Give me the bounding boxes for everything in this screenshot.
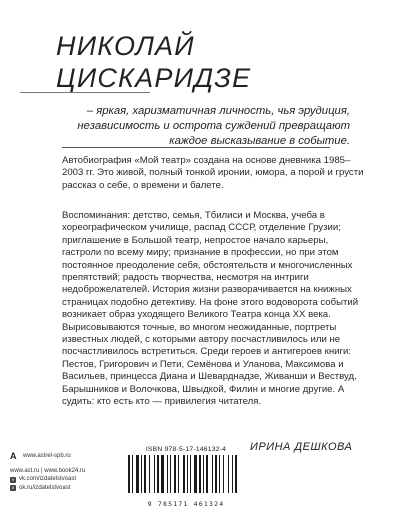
author-name xyxy=(56,30,356,94)
isbn: ISBN 978-5-17-146132-4 xyxy=(145,446,227,453)
publisher-vk[interactable]: vk.com/izdatelstvoast xyxy=(19,476,77,483)
review-signature: ИРИНА ДЕШКОВА xyxy=(250,441,353,453)
section-divider xyxy=(62,147,330,148)
publisher-sites-row xyxy=(10,467,120,475)
ok-icon: o xyxy=(11,485,15,491)
publisher-info xyxy=(10,452,120,492)
publisher-site-row xyxy=(10,452,120,461)
vk-icon: v xyxy=(11,476,15,482)
barcode-icon xyxy=(126,455,246,495)
publisher-vk-row xyxy=(10,475,120,483)
publisher-logo-icon: A xyxy=(10,451,17,461)
publisher-ok-row xyxy=(10,484,120,492)
author-first-name: НИКОЛАЙ xyxy=(56,31,195,61)
tagline: – яркая, харизматичная личность, чья эрудиция, независимость и острота суждений превращают каждое высказывание в событие. xyxy=(77,105,350,147)
description-paragraph-1: Автобиография «Мой театр» создана на основе дневника 1985–2003 гг. Это живой, полный тонкой иронии, юмора, а порой и грусти рассказ о себе, о времени и балете. xyxy=(62,155,364,191)
publisher-site-1[interactable]: www.astrel-spb.ru xyxy=(23,453,71,460)
publisher-ok[interactable]: ok.ru/izdatelstvoast xyxy=(19,484,71,491)
barcode-number: 9 785171 461324 xyxy=(147,500,225,508)
description-paragraph-2: Воспоминания: детство, семья, Тбилиси и Москва, учеба в хореографическом училище, распад СССР, отделение Грузии; приглашение в Большой театр, непростое начало карьеры, гастроли по всему миру; признание в профессии, но при этом постоянное преодоление себя, обстоятельств и многочисленных препятствий; радость творчества, несмотря на интриги недоброжелателей. История жизни разворачивается на книжных страницах подобно детективу. На фоне этого водоворота событий возникает образ уходящего Великого Театра конца XX века. Вырисовываются точные, во многом неожиданные, портреты известных людей, с которыми автору посчастливилось или не посчастливилось встретиться. Среди героев и антигероев книги: Пестов, Григорович и Пети, Семёнова и Уланова, Максимова и Васильев, принцесса Диана и Шеварднадзе, Живанши и Вествуд, Барышников и Волочкова, Швыдкой, Филин и многие другие. А судить: кто есть кто — привилегия читателя. xyxy=(62,210,359,408)
top-divider xyxy=(20,92,150,93)
barcode-block xyxy=(126,446,246,506)
publisher-sites-2[interactable]: www.ast.ru | www.book24.ru xyxy=(10,468,86,474)
author-last-name: ЦИСКАРИДЗЕ xyxy=(56,63,252,93)
